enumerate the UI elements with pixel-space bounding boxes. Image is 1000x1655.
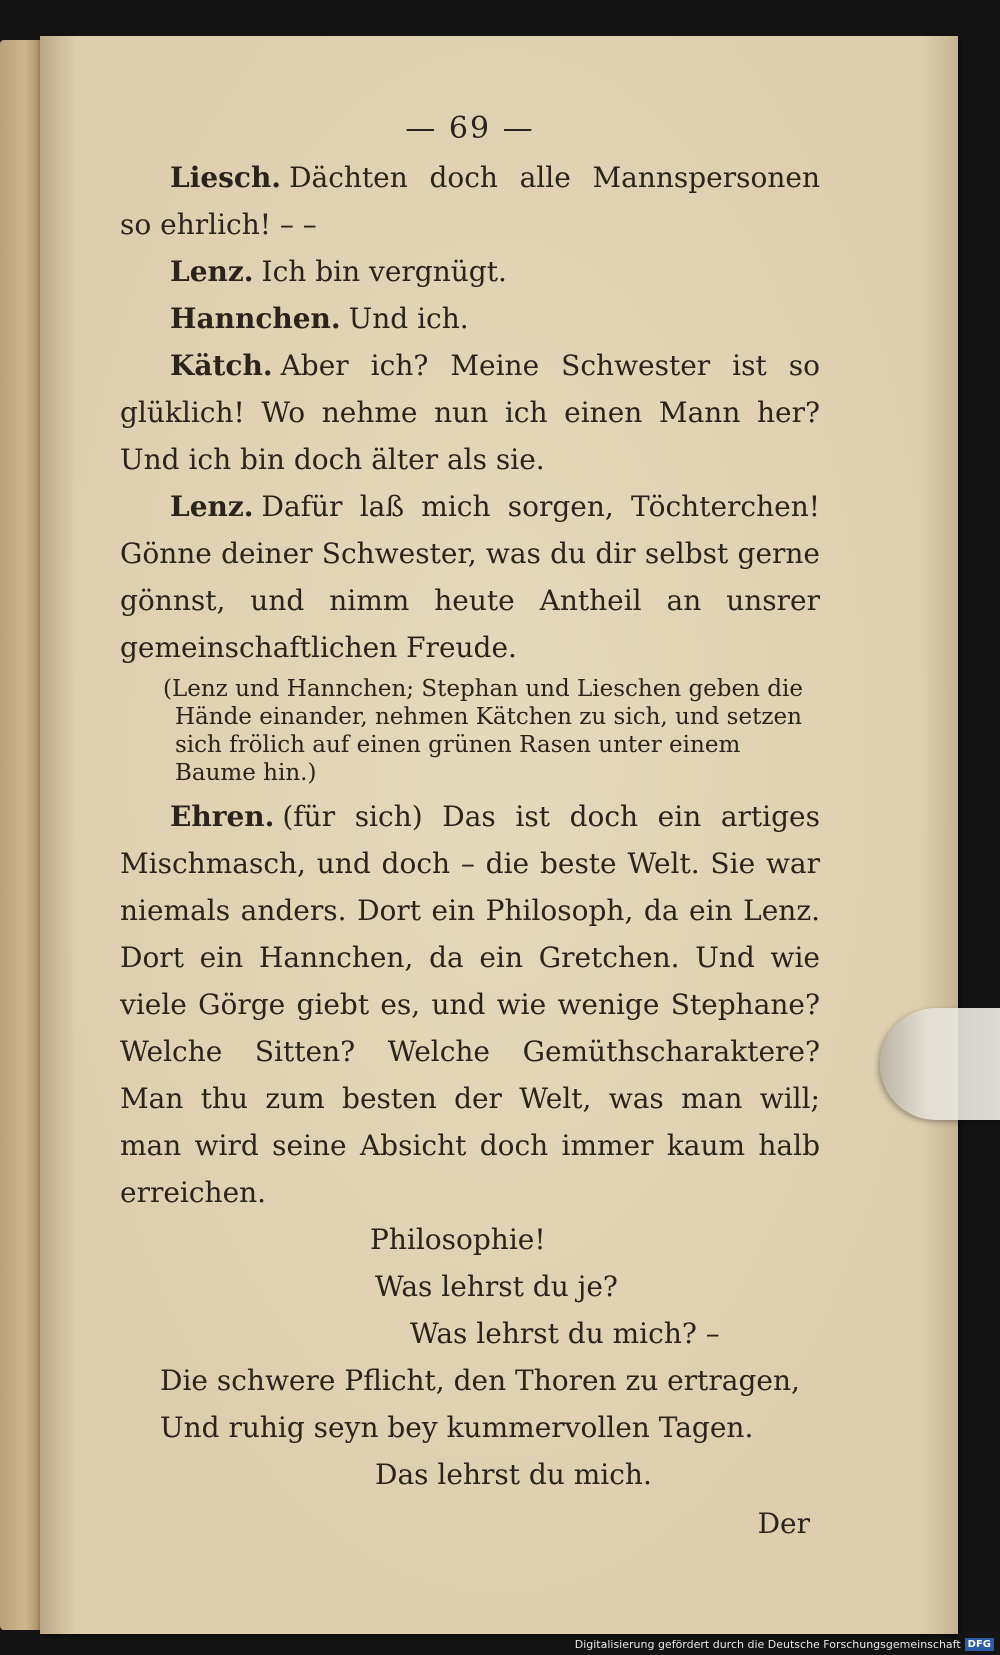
page-text bbox=[120, 105, 820, 1547]
speaker-name: Lenz. bbox=[170, 255, 254, 288]
dialogue-paragraph bbox=[120, 342, 820, 483]
dialogue-text: Dächten doch alle Mannspersonen so ehrlich! – – bbox=[120, 161, 820, 241]
footer-text: Digitalisierung gefördert durch die Deutsche Forschungsgemeinschaft bbox=[574, 1638, 961, 1651]
dialogue-paragraph bbox=[120, 483, 820, 671]
footer-credit bbox=[575, 1638, 994, 1651]
verse-line: Was lehrst du je? bbox=[375, 1270, 618, 1303]
dialogue-text: (für sich) Das ist doch ein artiges Mischmasch, und doch – die beste Welt. Sie war niemals anders. Dort ein Philosoph, da ein Lenz. Dort ein Hannchen, da ein Gretchen. Und wie viele Görge giebt es, und wie wenige Stephane? Welche Sitten? Welche Gemüthscharaktere? Man thu zum besten der Welt, was man will; man wird seine Absicht doch immer kaum halb erreichen. bbox=[120, 800, 820, 1209]
dfg-logo: DFG bbox=[965, 1638, 994, 1651]
dialogue-text: Ich bin vergnügt. bbox=[261, 255, 507, 288]
dialogue-paragraph bbox=[120, 154, 820, 248]
verse-line: Philosophie! bbox=[370, 1223, 546, 1256]
speaker-name: Hannchen. bbox=[170, 302, 341, 335]
page-number: — 69 — bbox=[405, 111, 535, 146]
dialogue-paragraph bbox=[120, 793, 820, 1216]
speaker-name: Lenz. bbox=[170, 490, 254, 523]
verse-line: Das lehrst du mich. bbox=[375, 1458, 652, 1491]
dialogue-paragraph bbox=[120, 295, 820, 342]
verse-line: Was lehrst du mich? – bbox=[410, 1317, 720, 1350]
speaker-name: Liesch. bbox=[170, 161, 282, 194]
previous-page-edge bbox=[0, 40, 42, 1630]
dialogue-text: Aber ich? Meine Schwester ist so glüklich! Wo nehme nun ich einen Mann her? Und ich bin doch älter als sie. bbox=[120, 349, 820, 476]
scanner-thumb-clip bbox=[880, 1008, 1000, 1120]
dialogue-text: Und ich. bbox=[348, 302, 469, 335]
verse-line: Die schwere Pflicht, den Thoren zu ertragen, bbox=[160, 1364, 800, 1397]
dialogue-paragraph bbox=[120, 248, 820, 295]
verse-line: Und ruhig seyn bey kummervollen Tagen. bbox=[160, 1411, 754, 1444]
catchword: Der bbox=[757, 1507, 810, 1540]
speaker-name: Kätch. bbox=[170, 349, 273, 382]
dialogue-text: Dafür laß mich sorgen, Töchterchen! Gönne deiner Schwester, was du dir selbst gerne gönnst, und nimm heute Antheil an unsrer gemeinschaftlichen Freude. bbox=[120, 490, 820, 664]
stage-direction: (Lenz und Hannchen; Stephan und Lieschen geben die Hände einander, nehmen Kätchen zu sich, und setzen sich frölich auf einen grünen Rasen unter einem Baume hin.) bbox=[163, 676, 803, 786]
speaker-name: Ehren. bbox=[170, 800, 275, 833]
